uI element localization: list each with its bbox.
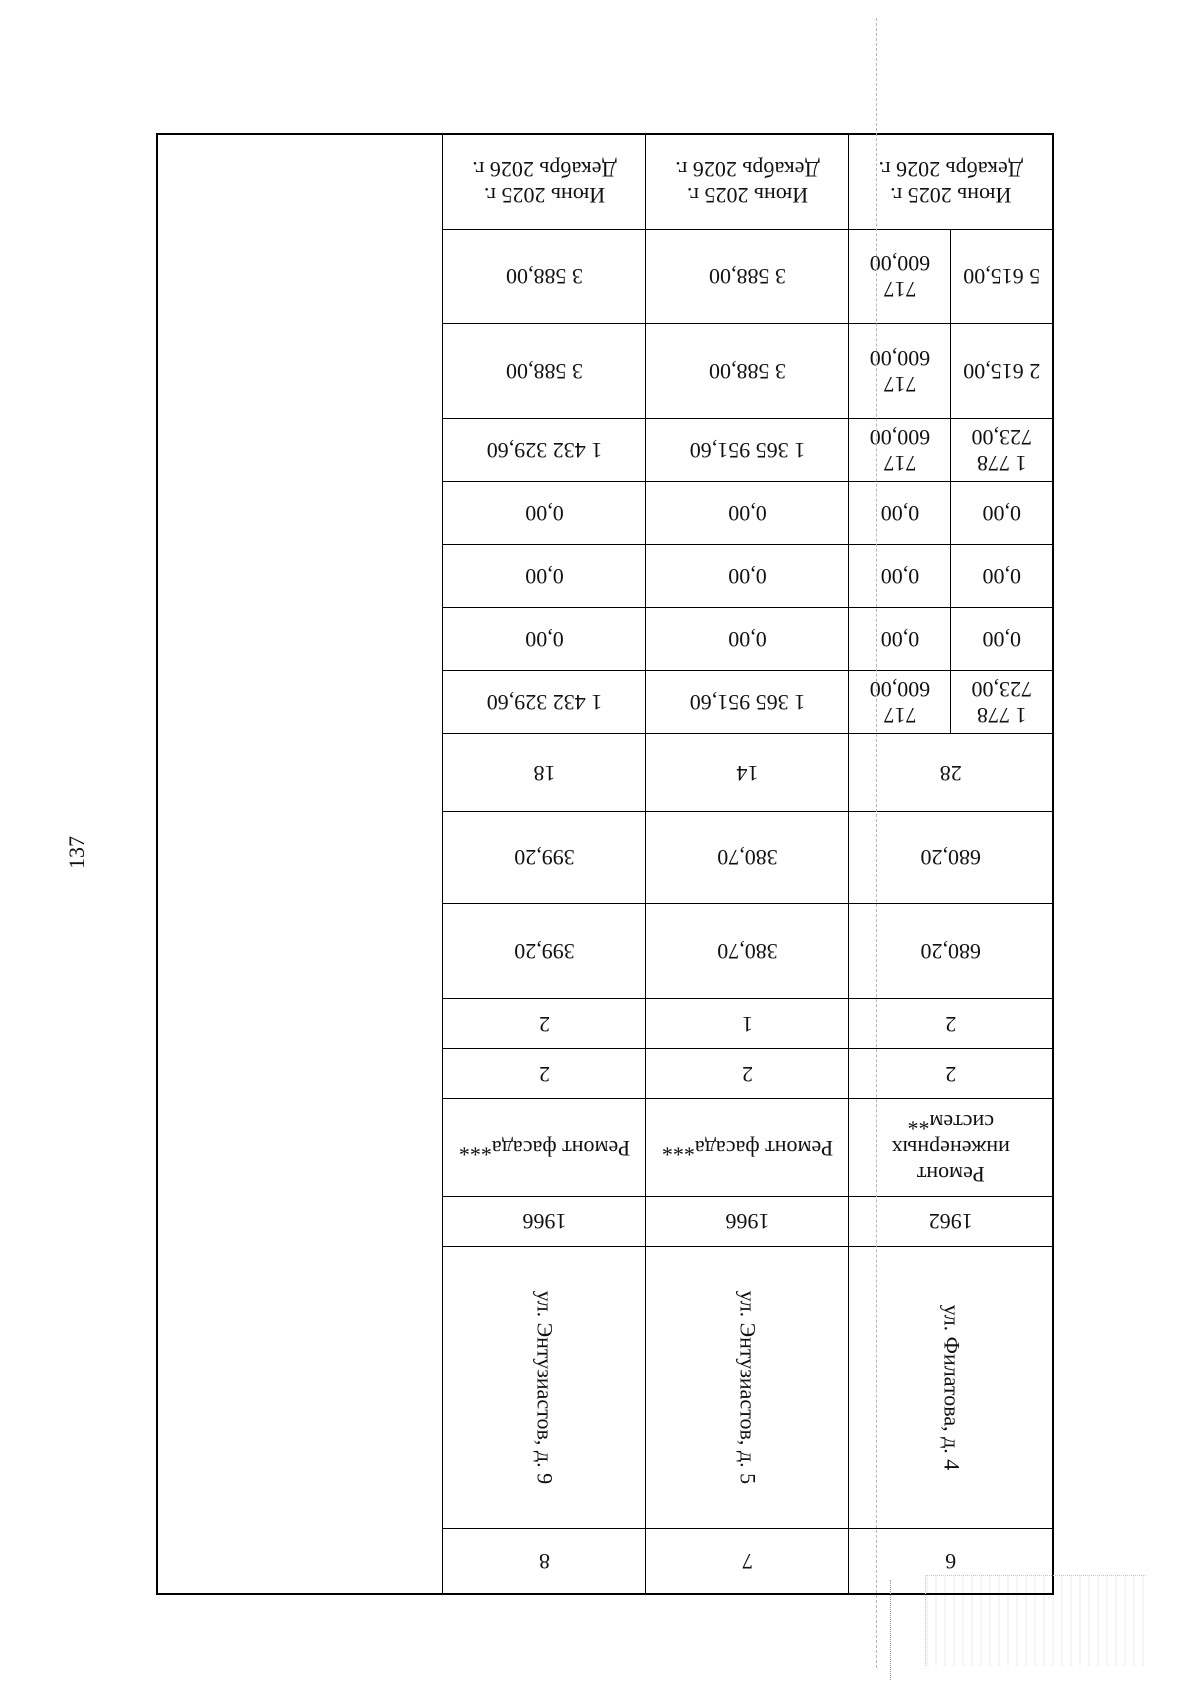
- cell-c5: 2: [849, 1049, 1053, 1099]
- rotated-table-sheet: [158, 133, 1054, 1595]
- scan-smudge: [925, 1575, 1146, 1666]
- cell-f4: 717 600,00: [849, 419, 951, 482]
- spacer: [157, 608, 443, 671]
- row-f1-line: [157, 608, 1053, 671]
- cell-c7: 680,20: [849, 903, 1053, 999]
- cell-total: 1 778 723,00: [951, 671, 1053, 734]
- cell-c9: 14: [646, 734, 849, 812]
- cell-c6: 1: [646, 999, 849, 1049]
- cell-c5: 2: [646, 1049, 849, 1099]
- cell-c7: 380,70: [646, 903, 849, 999]
- row-f5-line: [157, 323, 1053, 419]
- scan-fold-line: [890, 1580, 891, 1680]
- cell-f6: 3 588,00: [443, 230, 646, 323]
- cell-c6: 2: [443, 999, 646, 1049]
- period-end: Декабрь 2026 г.: [675, 157, 820, 183]
- row-period-line: [157, 134, 1053, 230]
- cell-f1: 0,00: [443, 608, 646, 671]
- cell-num: 6: [849, 1529, 1053, 1594]
- cell-period: [849, 134, 1053, 230]
- registry-table: [156, 133, 1054, 1595]
- row-num-line: [157, 1529, 1053, 1594]
- cell-period: [443, 134, 646, 230]
- cell-c8: 680,20: [849, 812, 1053, 903]
- cell-c8: 380,70: [646, 812, 849, 903]
- row-c6-line: [157, 999, 1053, 1049]
- cell-work-type: Ремонт фасада***: [443, 1099, 646, 1197]
- row-f6-line: [157, 230, 1053, 323]
- cell-f4: 1 365 951,60: [646, 419, 849, 482]
- period-start: Июнь 2025 г.: [890, 183, 1012, 209]
- spacer: [157, 1529, 443, 1594]
- cell-f5: 3 588,00: [443, 323, 646, 419]
- cell-total: 1 365 951,60: [646, 671, 849, 734]
- row-f2-line: [157, 545, 1053, 608]
- cell-total: 1 432 329,60: [443, 671, 646, 734]
- row-c9-line: [157, 734, 1053, 812]
- cell-address: ул. Филатова, д. 4: [849, 1246, 1053, 1528]
- spacer: [157, 903, 443, 999]
- cell-f2: 0,00: [951, 545, 1053, 608]
- cell-f2: 0,00: [646, 545, 849, 608]
- cell-f3: 0,00: [443, 482, 646, 545]
- row-year-line: [157, 1196, 1053, 1246]
- cell-f3: 0,00: [646, 482, 849, 545]
- spacer: [157, 812, 443, 903]
- row-total-line: [157, 671, 1053, 734]
- spacer: [157, 1049, 443, 1099]
- spacer: [157, 419, 443, 482]
- period-end: Декабрь 2026 г.: [472, 157, 617, 183]
- cell-f3: 0,00: [849, 482, 951, 545]
- spacer: [157, 999, 443, 1049]
- spacer: [157, 1099, 443, 1197]
- cell-total: 717 600,00: [849, 671, 951, 734]
- cell-year: 1966: [443, 1196, 646, 1246]
- cell-f6: 3 588,00: [646, 230, 849, 323]
- spacer: [157, 671, 443, 734]
- cell-c6: 2: [849, 999, 1053, 1049]
- spacer: [157, 482, 443, 545]
- cell-f6: 717 600,00: [849, 230, 951, 323]
- cell-work-type: Ремонт фасада***: [646, 1099, 849, 1197]
- cell-c5: 2: [443, 1049, 646, 1099]
- cell-num: 8: [443, 1529, 646, 1594]
- spacer: [157, 545, 443, 608]
- cell-f2: 0,00: [849, 545, 951, 608]
- cell-address: ул. Энтузиастов, д. 9: [443, 1246, 646, 1528]
- spacer: [157, 230, 443, 323]
- scan-fold-line: [876, 18, 877, 1668]
- period-start: Июнь 2025 г.: [483, 183, 606, 209]
- cell-c7: 399,20: [443, 903, 646, 999]
- cell-year: 1962: [849, 1196, 1053, 1246]
- page-number: 137: [64, 836, 89, 869]
- cell-period: [646, 134, 849, 230]
- cell-address: ул. Энтузиастов, д. 5: [646, 1246, 849, 1528]
- spacer: [157, 1246, 443, 1528]
- cell-work-type: Ремонт инженерных систем**: [849, 1099, 1053, 1197]
- spacer: [157, 323, 443, 419]
- cell-f1: 0,00: [951, 608, 1053, 671]
- row-c5-line: [157, 1049, 1053, 1099]
- cell-f1: 0,00: [646, 608, 849, 671]
- cell-f4: 1 432 329,60: [443, 419, 646, 482]
- row-c8-line: [157, 812, 1053, 903]
- spacer: [157, 134, 443, 230]
- cell-c9: 28: [849, 734, 1053, 812]
- spacer: [157, 734, 443, 812]
- cell-f6: 5 615,00: [951, 230, 1053, 323]
- cell-f5: 717 600,00: [849, 323, 951, 419]
- cell-f3: 0,00: [951, 482, 1053, 545]
- row-address-line: [157, 1246, 1053, 1528]
- cell-f1: 0,00: [849, 608, 951, 671]
- cell-num: 7: [646, 1529, 849, 1594]
- cell-f4: 1 778 723,00: [951, 419, 1053, 482]
- row-work-line: [157, 1099, 1053, 1197]
- cell-f5: 2 615,00: [951, 323, 1053, 419]
- cell-f2: 0,00: [443, 545, 646, 608]
- cell-f5: 3 588,00: [646, 323, 849, 419]
- period-end: Декабрь 2026 г.: [878, 157, 1023, 183]
- cell-c9: 18: [443, 734, 646, 812]
- row-f3-line: [157, 482, 1053, 545]
- period-start: Июнь 2025 г.: [686, 183, 809, 209]
- cell-year: 1966: [646, 1196, 849, 1246]
- row-f4-line: [157, 419, 1053, 482]
- spacer: [157, 1196, 443, 1246]
- cell-c8: 399,20: [443, 812, 646, 903]
- row-c7-line: [157, 903, 1053, 999]
